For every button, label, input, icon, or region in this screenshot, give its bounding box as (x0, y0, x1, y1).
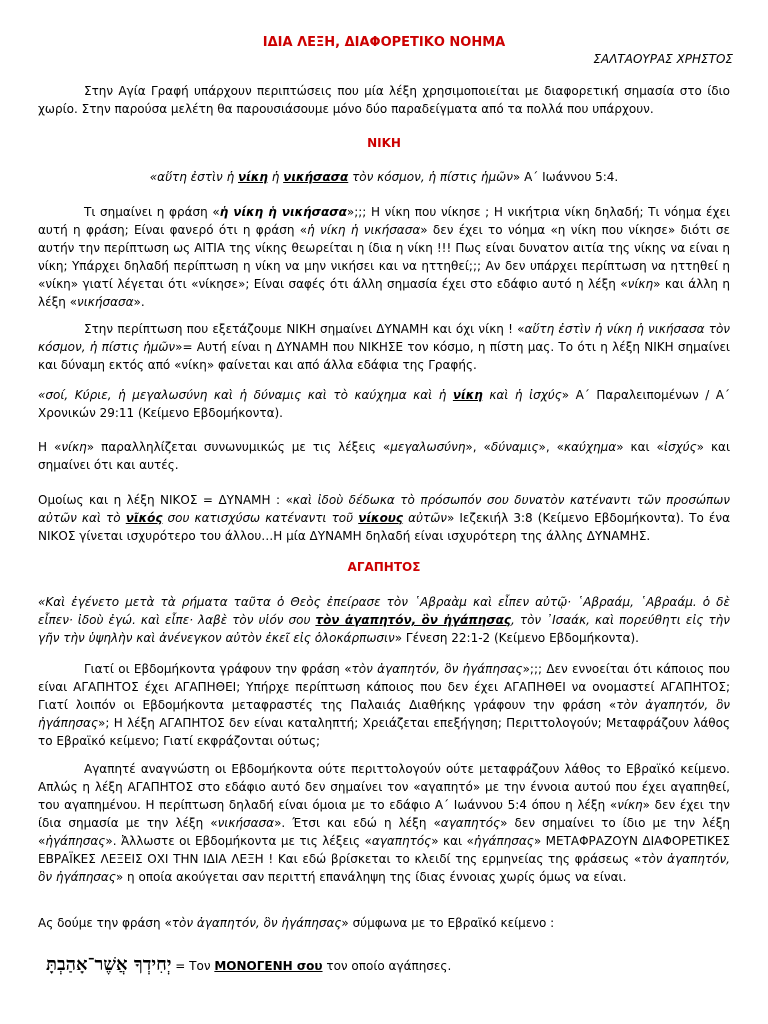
emphasis-run: ΜΟΝΟΓΕΝΗ σου (214, 959, 323, 973)
agapitos-paragraph-1 (38, 660, 730, 750)
italic-run: νίκη (617, 798, 643, 812)
text-run: » δεν έχει το νόημα «η νίκη που νίκησε» διότι σε αυτήν την περίπτωση ως ΑΙΤΙΑ της νίκης θεωρείται η ίδια η νίκη !!! Πως είναι δυνατον αιτία της νίκης να είναι η νίκη; Υπάρχει δηλαδή περίπτωση η νίκη να μην νικήσει και να ηττηθεί;;; Αν δεν υπάρχει περίπτωση να ηττηθεί η «νίκη» γιατί λέγεται ότι «νίκησε»; Είναι σαφές ότι άλλη σημασία έχει στο εδάφιο αυτό η λέξη « (38, 223, 730, 291)
niki-scripture-quote (38, 168, 730, 186)
italic-run: τὸν ἀγαπητόν, ὃν ἠγάπησας (38, 698, 731, 730)
italic-run: ἰσχύς (663, 440, 697, 454)
text-run: Τι σημαίνει η φράση « (84, 205, 220, 219)
text-run: » και « (616, 440, 664, 454)
niki-paragraph-3 (38, 386, 730, 422)
hebrew-phrase-line (46, 953, 738, 978)
agapitos-paragraph-2 (38, 760, 730, 886)
quote-reference: » Α΄ Ιωάννου 5:4. (512, 170, 619, 184)
text-run: ». Ἀλλωστε οι Εβδομήκοντα με τις λέξεις « (105, 834, 372, 848)
italic-run: ἠγάπησας (45, 834, 106, 848)
agapitos-paragraph-3 (38, 914, 730, 932)
italic-run: τὸν ἀγαπητόν, ὃν ἠγάπησας (351, 662, 523, 676)
italic-run: αγαπητός (371, 834, 432, 848)
text-run: Αγαπητέ αναγνώστη οι Εβδομήκοντα ούτε περιττολογούν ούτε μεταφράζουν λάθος το Εβραϊκό κείμενο. Απλώς η λέξη ΑΓΑΠΗΤΟΣ στο εδάφιο αυτό δεν σημαίνει τον «αγαπητό» με την έννοια αυτού που έχει αγαπηθεί, του αγαπημένου. Η περίπτωση δηλαδή είναι όμοια με το εδάφιο Α΄ Ιωάννου 5:4 όπου η λέξη « (38, 762, 730, 812)
quote-emphasis: νικήσασα (283, 170, 349, 184)
italic-run: σου κατισχύσω κατέναντι τοῦ (162, 511, 359, 525)
text-run: Ας δούμε την φράση « (38, 916, 172, 930)
document-author: ΣΑΛΤΑΟΥΡΑΣ ΧΡΗΣΤΟΣ (593, 52, 733, 66)
text-run: » ΜΕΤΑΦΡΑΖΟΥΝ ΔΙΑΦΟΡΕΤΙΚΕΣ ΕΒΡΑΪΚΕΣ ΛΕΞΕΙΣ ΟΧΙ ΤΗΝ ΙΔΙΑ ΛΕΞΗ ! Και εδώ βρίσκεται το κλειδί της ερμηνείας της φράσεως « (38, 834, 730, 866)
document-title: ΙΔΙΑ ΛΕΞΗ, ΔΙΑΦΟΡΕΤΙΚΟ ΝΟΗΜΑ (262, 35, 506, 50)
text-run: » Α΄ Παραλειπομένων / Α΄ Χρονικών 29:11 (Κείμενο Εβδομήκοντα). (38, 388, 730, 420)
text-run: Γιατί οι Εβδομήκοντα γράφουν την φράση « (84, 662, 352, 676)
niki-paragraph-1 (38, 203, 730, 311)
text-run: »= Αυτή είναι η ΔΥΝΑΜΗ που ΝΙΚΗΣΕ τον κόσμο, η πίστη μας. Το ότι η λέξη ΝΙΚΗ σημαίνει και δύναμη εκτός από «νίκη» φαίνεται και από άλλα εδάφια της Γραφής. (38, 340, 730, 372)
text-run: »; Η λέξη ΑΓΑΠΗΤΟΣ δεν είναι καταληπτή; Χρειάζεται επεξήγηση; Περιττολογούν; Μεταφράζουν λάθος το Εβραϊκό κείμενο; Γιατί εκφράζονται ούτως; (38, 716, 730, 748)
italic-run: ἡ νίκη ἡ νικήσασα (307, 223, 421, 237)
quote-emphasis: τὸν ἀγαπητόν, ὃν ἠγάπησας (315, 613, 512, 627)
text-run: » παραλληλίζεται συνωνυμικώς με τις λέξεις « (86, 440, 391, 454)
italic-run: αὐτῶν (403, 511, 447, 525)
niki-paragraph-2 (38, 320, 730, 374)
quote-part: ἡ (267, 170, 284, 184)
agapitos-scripture-quote (38, 593, 730, 647)
section-heading-niki: ΝΙΚΗ (367, 136, 401, 150)
italic-run: καύχημα (564, 440, 617, 454)
quote-part: «αὕτη ἐστὶν ἡ (149, 170, 238, 184)
italic-run: «σοί, Κύριε, ἡ μεγαλωσύνη καὶ ἡ δύναμις καὶ τὸ καύχημα καὶ ἡ (38, 388, 453, 402)
italic-run: ἡ νίκη ἡ νικήσασα (219, 205, 347, 219)
niki-paragraph-5 (38, 491, 730, 545)
italic-run: νικήσασα (77, 295, 134, 309)
text-run: » δεν έχει την ίδια σημασία με την λέξη « (38, 798, 730, 830)
text-run: », « (538, 440, 565, 454)
niki-paragraph-4 (38, 438, 730, 474)
italic-run: νίκη (61, 440, 87, 454)
quote-reference: » Γένεση 22:1-2 (Κείμενο Εβδομήκοντα). (394, 631, 639, 645)
intro-paragraph: Στην Αγία Γραφή υπάρχουν περιπτώσεις που μία λέξη χρησιμοποιείται με διαφορετική σημασία στο ίδιο χωρίο. Στην παρούσα μελέτη θα παρουσιάσουμε μόνο δύο παραδείγματα από τα πολλά που υπάρχουν. (38, 84, 730, 116)
quote-part: «Καὶ ἐγένετο μετὰ τὰ ρήματα ταῦτα ὁ Θεὸς ἐπείρασε τὸν ῾Αβραὰμ καὶ εἶπεν αὐτῷ· ῾Αβραάμ, ῾Αβραάμ. ὁ δὲ εἶπεν· ἰδοὺ ἐγώ. καὶ εἶπε· λαβὲ τὸν υἱόν σου (38, 595, 730, 627)
text-run: »;;; Δεν εννοείται ότι κάποιος που είναι ΑΓΑΠΗΤΟΣ έχει ΑΓΑΠΗΘΕΙ; Υπήρχε περίπτωση κάποιος που δεν έχει ΑΓΑΠΗΘΕΙ να ονομαστεί ΑΓΑΠΗΤΟΣ; Γιατί λοιπόν οι Εβδομήκοντα μεταφραστές της Παλαιάς Διαθήκης γράφουν την φράση « (38, 662, 730, 712)
italic-run: δύναμις (490, 440, 539, 454)
text-run: »;;; Η νίκη που νίκησε ; Η νικήτρια νίκη δηλαδή; Τι νόημα έχει αυτή η φράση; Είναι φανερό ότι η φράση « (38, 205, 731, 237)
italic-run: μεγαλωσύνη (390, 440, 466, 454)
text-run: » και σημαίνει ότι και αυτές. (38, 440, 731, 472)
section-heading-agapitos: ΑΓΑΠΗΤΟΣ (347, 560, 421, 574)
text-run: » σύμφωνα με το Εβραϊκό κείμενο : (341, 916, 555, 930)
italic-run: αὕτη ἐστὶν ἡ νίκη ἡ νικήσασα τὸν κόσμον, ἡ πίστις ἡμῶν (38, 322, 730, 354)
text-run: Η « (38, 440, 62, 454)
quote-emphasis: νίκη (237, 170, 268, 184)
italic-run: καὶ ἰδοὺ δέδωκα τὸ πρόσωπόν σου δυνατὸν κατέναντι τῶν προσώπων αὐτῶν καὶ τὸ (38, 493, 730, 525)
italic-run: τὸν ἀγαπητόν, ὃν ἠγάπησας (38, 852, 730, 884)
text-run: » δεν σημαίνει το ίδιο με την λέξη « (38, 816, 730, 848)
text-run: Ομοίως και η λέξη ΝΙΚΟΣ = ΔΥΝΑΜΗ : « (38, 493, 293, 507)
italic-run: τὸν ἀγαπητόν, ὃν ἠγάπησας (171, 916, 342, 930)
text-run: » Ιεζεκιήλ 3:8 (Κείμενο Εβδομήκοντα). Το ένα ΝΙΚΟΣ γίνεται ισχυρότερο του άλλου…Η μία ΔΥΝΑΜΗ δηλαδή είναι ισχυρότερη της άλλης ΔΥΝΑΜΗΣ. (38, 511, 730, 543)
text-run: Στην περίπτωση που εξετάζουμε ΝΙΚΗ σημαίνει ΔΥΝΑΜΗ και όχι νίκη ! « (84, 322, 525, 336)
text-run: ». (133, 295, 145, 309)
text-run: ». Έτσι και εδώ η λέξη « (274, 816, 441, 830)
quote-part: , τὸν ᾿Ισαάκ, καὶ πορεύθητι εἰς τὴν γῆν τὴν ὑψηλὴν καὶ ἀνένεγκον αὐτὸν ἐκεῖ εἰς ὁλοκάρπωσιν (38, 613, 730, 645)
italic-emphasis: νίκη (452, 388, 483, 402)
italic-run: νικήσασα (217, 816, 275, 830)
quote-part: τὸν κόσμον, ἡ πίστις ἡμῶν (348, 170, 513, 184)
italic-run: καὶ ἡ ἰσχύς (482, 388, 562, 402)
hebrew-phrase: יְחִידְךָ אֲשֶׁר־אָהַבְתָּ (46, 954, 172, 975)
text-run: τον οποίο αγάπησες. (322, 959, 452, 973)
italic-run: αγαπητός (440, 816, 501, 830)
text-run: » η οποία ακούγεται σαν περιττή επανάληψη της ίδιας έννοιας χωρίς όμως να είναι. (115, 870, 627, 884)
text-run: = Τον (171, 959, 215, 973)
italic-emphasis: νῖκός (125, 511, 163, 525)
italic-emphasis: νίκους (358, 511, 404, 525)
text-run: » και άλλη η λέξη « (38, 277, 731, 309)
italic-run: ἠγάπησας (473, 834, 534, 848)
text-run: », « (465, 440, 491, 454)
text-run: » και « (431, 834, 474, 848)
italic-run: νίκη (627, 277, 654, 291)
